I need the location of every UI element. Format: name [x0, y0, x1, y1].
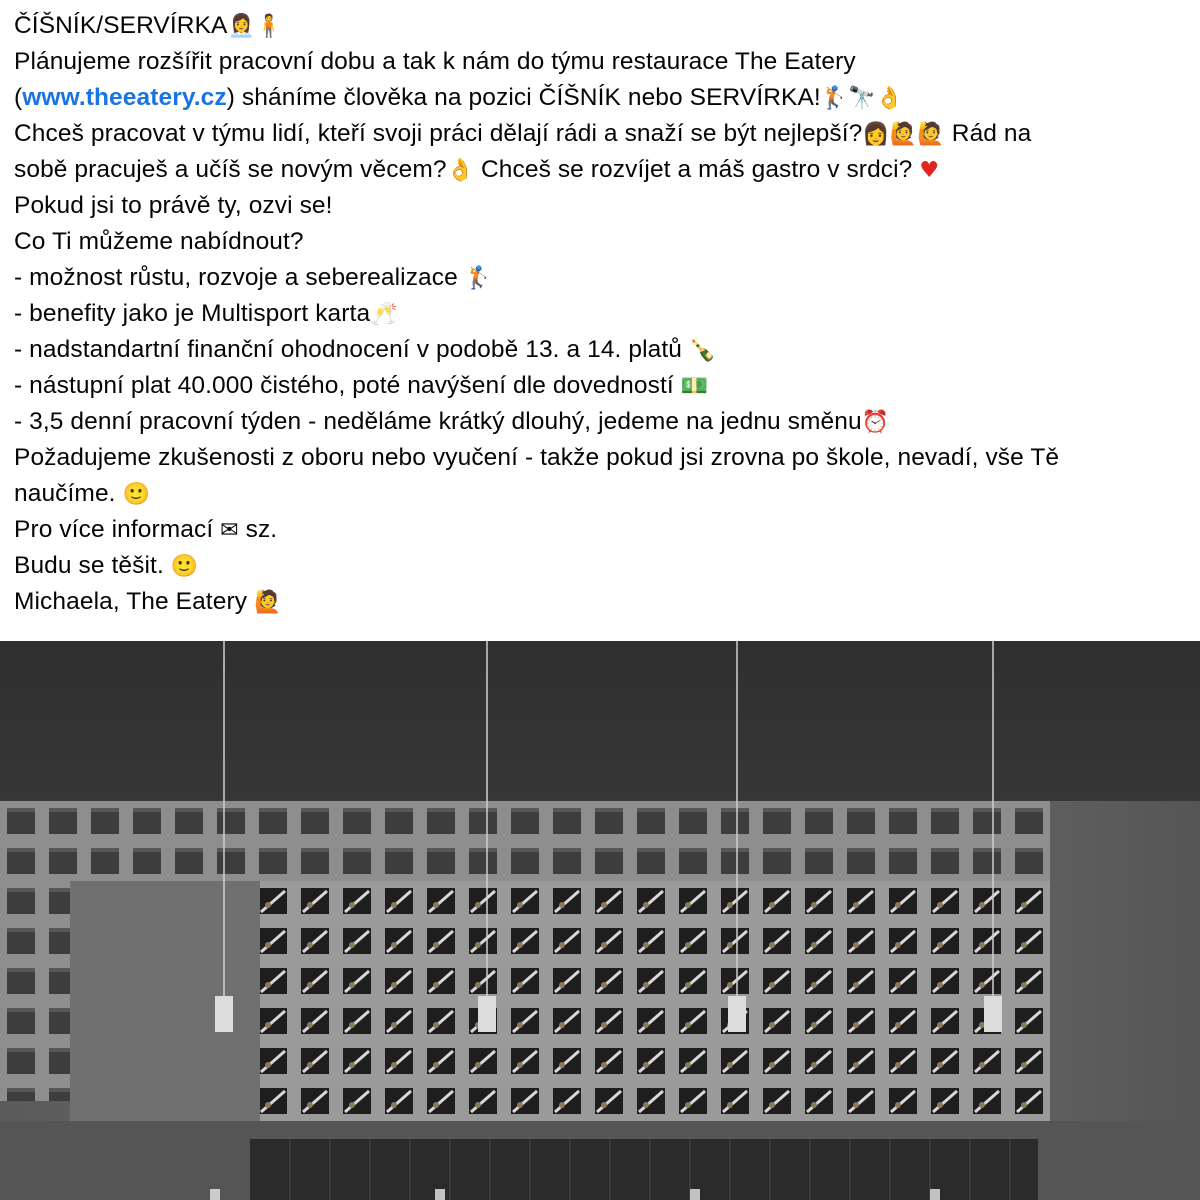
golfer-emoji-icon: 🏌 [464, 266, 493, 291]
alarm-clock-emoji-icon: ⏰ [861, 410, 890, 435]
post-line-5: Pokud jsi to právě ty, ozvi se! [14, 192, 333, 219]
benefit-multisport: - benefity jako je Multisport karta🥂 [14, 300, 398, 327]
post-line-requirements: Požadujeme zkušenosti z oboru nebo vyučení - takže pokud jsi zrovna po škole, nevadí, vše Tě [14, 444, 1060, 471]
benefit-work-week: - 3,5 denní pracovní týden - neděláme krátký dlouhý, jedeme na jednu směnu⏰ [14, 408, 890, 435]
golf-telescope-ok-emoji-icon: 🏌🔭👌 [820, 86, 904, 111]
restaurant-interior-image [0, 641, 1200, 1200]
raising-hand-emoji-icon: 👩🙋🙋 [862, 122, 945, 147]
ok-hand-emoji-icon: 👌 [446, 158, 475, 183]
website-link[interactable]: www.theeatery.cz [22, 84, 227, 111]
clinking-glasses-emoji-icon: 🥂 [370, 302, 398, 327]
benefit-growth: - možnost růstu, rozvoje a seberealizace 🏌 [14, 264, 493, 291]
smile-emoji-icon: 🙂 [122, 482, 150, 507]
post-line-looking-forward: Budu se těšit. 🙂 [14, 552, 199, 579]
heart-emoji-icon: ♥ [919, 158, 940, 183]
people-emoji-icon: 👩‍💼🧍 [227, 14, 283, 39]
smile-emoji-icon: 🙂 [170, 554, 199, 579]
post-line-3: Chceš pracovat v týmu lidí, kteří svoji práci dělají rádi a snaží se být nejlepší?👩🙋🙋 Rád na [14, 120, 1032, 147]
benefit-starting-salary: - nástupní plat 40.000 čistého, poté navýšení dle dovedností 💵 [14, 372, 709, 399]
post-line-4: sobě pracuješ a učíš se novým věcem?👌 Chceš se rozvíjet a máš gastro v srdci? ♥ [14, 156, 940, 183]
restaurant-photo[interactable] [0, 641, 1200, 1200]
post-title: ČÍŠNÍK/SERVÍRKA [14, 12, 228, 39]
raising-hand-emoji-icon: 🙋 [253, 590, 282, 615]
post-line-6: Co Ti můžeme nabídnout? [14, 228, 304, 255]
post-line-info: Pro více informací ✉ sz. [14, 516, 278, 543]
money-emoji-icon: 💵 [680, 374, 709, 399]
post-title-line [14, 8, 1186, 44]
envelope-emoji-icon: ✉ [220, 518, 239, 543]
post-line-1: Plánujeme rozšířit pracovní dobu a tak k nám do týmu restaurace The Eatery [14, 48, 856, 75]
benefit-salary-bonus: - nadstandartní finanční ohodnocení v podobě 13. a 14. platů 🍾 [14, 336, 717, 363]
post-signature: Michaela, The Eatery 🙋 [14, 588, 282, 615]
post-line-2: (www.theeatery.cz) sháníme člověka na pozici ČÍŠNÍK nebo SERVÍRKA!🏌🔭👌 [14, 84, 904, 111]
champagne-emoji-icon: 🍾 [688, 338, 717, 363]
post-line-teach: naučíme. 🙂 [14, 480, 150, 507]
